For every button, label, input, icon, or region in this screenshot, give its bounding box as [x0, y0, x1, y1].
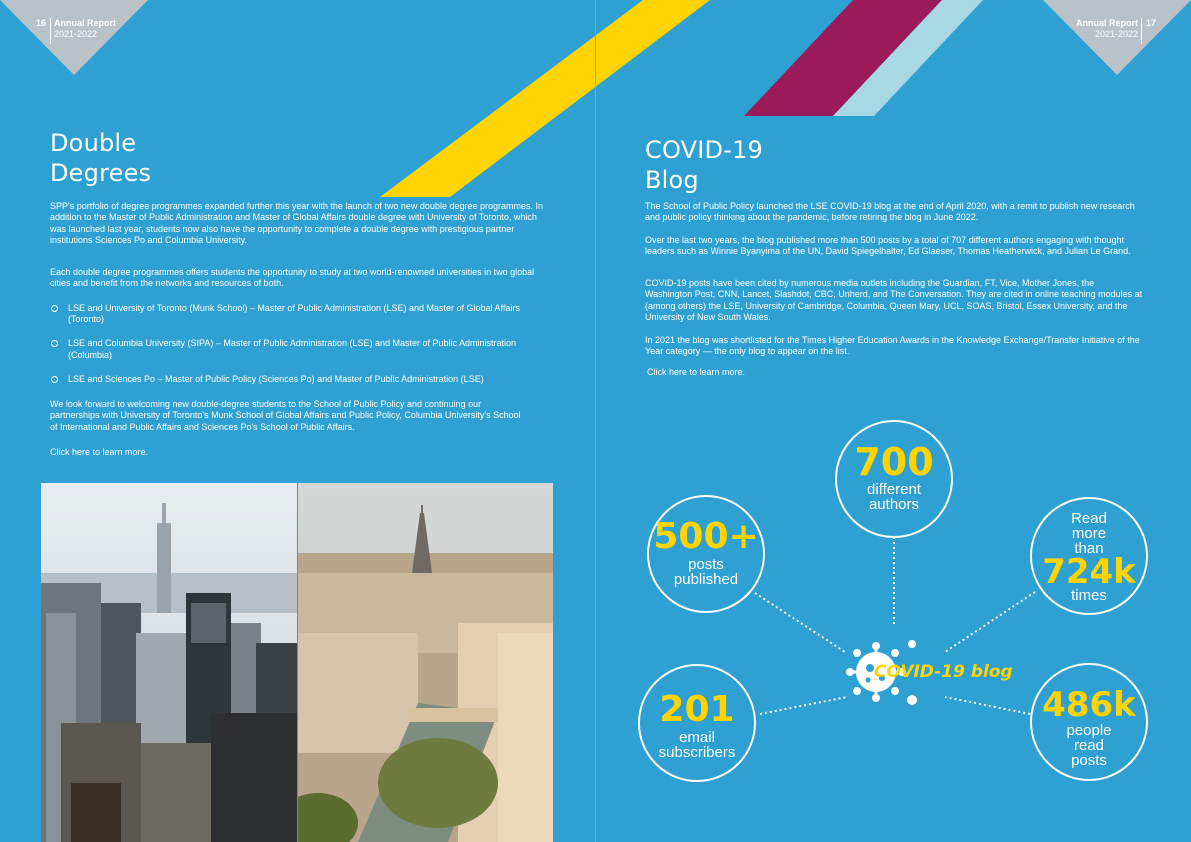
stat-text: published: [673, 571, 739, 588]
learn-more-link-left[interactable]: Click here to learn more.: [50, 447, 149, 457]
connector-reads: [945, 592, 1035, 652]
programme-item-sciences-po: LSE and Sciences Po – Master of Public Policy (Sciences Po) and Master of Public Administration (LSE): [50, 374, 550, 385]
page-number-left: 16: [36, 18, 47, 28]
title-line-2: Degrees: [50, 159, 152, 187]
double-degrees-closing: We look forward to welcoming new double-degree students to the School of Public Policy and continuing our partnerships with University of Toronto's Munk School of Global Affairs and Public Policy, Columbia University's School of International and Public Affairs and Sciences Po's School of Public Affairs.: [50, 399, 521, 432]
stat-text: than: [1074, 540, 1104, 557]
connector-readers: [945, 697, 1030, 714]
double-degrees-benefits: Each double degree programmes offers students the opportunity to study at two world-renowned universities in two global cities and benefit from the networks and resources of both.: [50, 267, 535, 289]
folio-years-right: 2021-2022: [1094, 29, 1138, 39]
stat-subscribers: [638, 664, 756, 782]
stat-text: times: [1071, 587, 1107, 604]
stat-text: subscribers: [658, 744, 736, 761]
stat-text: email: [679, 729, 715, 746]
covid-blog-citations: COVID-19 posts have been cited by numerous media outlets including the Guardian, FT, Vice, Mother Jones, the Washington Post, CNN, Lancet, Slashdot, CBC, Unherd, and The Conversation. They are cited in online teaching modules at (among others) the LSE, University of Cambridge, Columbia, Queen Mary, UCL, SOAS, Bristol, Essex University, and the University of New South Wales.: [645, 278, 1143, 323]
programme-item-columbia: LSE and Columbia University (SIPA) – Master of Public Administration (LSE) and Master of Public Administration (Columbia): [50, 338, 550, 361]
stat-authors: [835, 420, 953, 538]
title-line-2: Blog: [645, 166, 699, 194]
title-line-1: COVID-19: [645, 136, 764, 164]
folio-years-left: 2021-2022: [54, 29, 98, 39]
stat-number: 500+: [653, 516, 759, 557]
stat-text: posts: [688, 556, 724, 573]
stat-number: 724k: [1042, 552, 1136, 592]
stat-readers: [1030, 663, 1148, 781]
title-line-1: Double: [50, 129, 137, 157]
stat-text: posts: [1071, 752, 1107, 769]
stat-number: 700: [854, 440, 934, 484]
stat-reads: [1030, 497, 1148, 615]
covid-blog-award: In 2021 the blog was shortlisted for the Times Higher Education Awards in the Knowledge Exchange/Transfer Initiative of the Year category — the only blog to appear on the list.: [645, 335, 1140, 357]
page-number-right: 17: [1145, 18, 1156, 28]
stat-text: people: [1066, 722, 1112, 739]
folio-title-left: Annual Report: [54, 18, 116, 28]
double-degrees-intro: SPP's portfolio of degree programmes expanded further this year with the launch of two new double degree programmes. In addition to the Master of Public Administration and Master of Global Affairs double degree with University of Toronto, which was launched last year, students now also have the opportunity to complete a double degree with prestigious partner institutions Sciences Po and Columbia University.: [50, 201, 543, 246]
stat-text: Read: [1071, 510, 1107, 527]
covid-blog-intro: The School of Public Policy launched the LSE COVID-19 blog at the end of April 2020, with a remit to publish new research and public policy thinking about the pandemic, before retiring the blog in June 2022.: [645, 201, 1135, 223]
covid-blog-label: COVID-19 blog: [874, 662, 1013, 682]
stat-text: different: [867, 481, 921, 498]
learn-more-link-right[interactable]: Click here to learn more.: [647, 367, 746, 377]
stat-posts: [647, 495, 765, 613]
connector-posts: [755, 593, 845, 652]
stat-text: read: [1073, 737, 1105, 754]
covid-blog-authors: Over the last two years, the blog published more than 500 posts by a total of 707 different authors engaging with thought leaders such as Winnie Byanyima of the UN, David Spiegelhalter, Ed Glaeser, Thomas Heatherwick, and Julian Le Grand.: [645, 235, 1131, 257]
stat-number: 201: [659, 689, 735, 730]
programme-item-toronto: LSE and University of Toronto (Munk School) – Master of Public Administration (LSE) and Master of Global Affairs (Toronto): [50, 303, 550, 326]
connector-subscribers: [760, 697, 847, 714]
folio-title-right: Annual Report: [1076, 18, 1138, 28]
stat-number: 486k: [1042, 685, 1136, 725]
stat-text: authors: [868, 496, 920, 513]
stat-text: more: [1071, 525, 1107, 542]
